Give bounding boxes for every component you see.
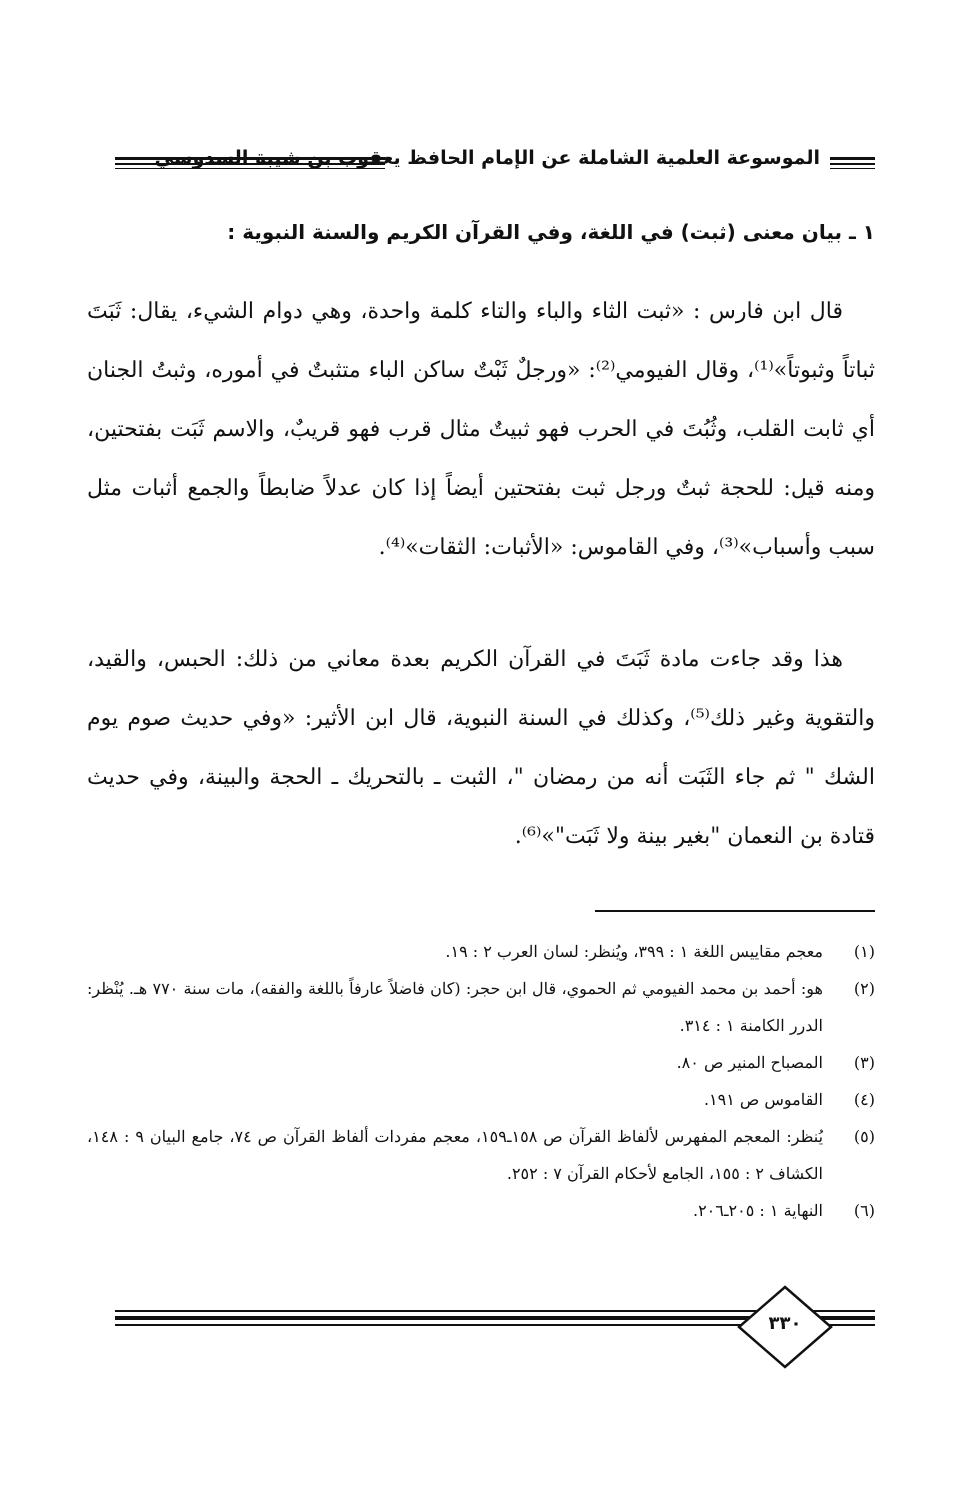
- footnote-number: (٢): [853, 979, 875, 998]
- footnote-text: هو: أحمد بن محمد الفيومي ثم الحموي، قال ابن حجر: (كان فاضلاً عارفاً باللغة والفقه)، مات سنة ٧٧٠ هـ. يُنْظر: الدرر الكامنة ١ : ٣١٤.: [87, 979, 823, 1035]
- footnote-separator: [595, 910, 875, 912]
- running-header-title: الموسوعة العلمية الشاملة عن الإمام الحافظ يعقوب بن شيبة السدوسي: [154, 147, 820, 169]
- footnote: [87, 1192, 875, 1229]
- page-number-badge: [735, 1285, 835, 1369]
- footnote-number: (٣): [853, 1053, 875, 1072]
- footnote: [87, 1081, 875, 1118]
- footnote: [87, 1118, 875, 1192]
- footnote-number: (١): [853, 942, 875, 961]
- header-right-rule: [830, 157, 875, 169]
- footnote-text: القاموس ص ١٩١.: [703, 1090, 823, 1109]
- footnote-text: المصباح المنير ص ٨٠.: [676, 1053, 823, 1072]
- footnote: [87, 1044, 875, 1081]
- section-heading: ١ ـ بيان معنى (ثبت) في اللغة، وفي القرآن الكريم والسنة النبوية :: [227, 220, 875, 244]
- footnote-text: معجم مقاييس اللغة ١ : ٣٩٩، ويُنظر: لسان العرب ٢ : ١٩.: [445, 942, 823, 961]
- footnote-number: (٤): [853, 1090, 875, 1109]
- page-number: ٣٣٠: [768, 1313, 802, 1334]
- running-header: [115, 145, 875, 179]
- footnote-number: (٥): [853, 1127, 875, 1146]
- footnote-text: النهاية ١ : ٢٠٥ـ٢٠٦.: [692, 1201, 823, 1220]
- body-paragraph-1: [87, 282, 875, 577]
- footnotes: [87, 933, 875, 1229]
- footnote-text: يُنظر: المعجم المفهرس لألفاظ القرآن ص ١٥٨ـ١٥٩، معجم مفردات ألفاظ القرآن ص ٧٤، جامع البيان ٩ : ١٤٨، الكشاف ٢ : ١٥٥، الجامع لأحكام القرآن ٧ : ٢٥٢.: [87, 1127, 824, 1183]
- body-paragraph-2: [87, 630, 875, 866]
- footnote: [87, 970, 875, 1044]
- footnote-number: (٦): [853, 1201, 875, 1220]
- paragraph-text: هذا وقد جاءت مادة ثَبَتَ في القرآن الكريم بعدة معاني من ذلك: الحبس، والقيد، والتقوية وغير ذلك⁽⁵⁾، وكذلك في السنة النبوية، قال ابن الأثير: «وفي حديث صوم يوم الشك " ثم جاء الثَبَت أنه من رمضان "، الثبت ـ بالتحريك ـ الحجة والبينة، وفي حديث قتادة بن النعمان "بغير بينة ولا ثَبَت"»⁽⁶⁾.: [87, 647, 875, 849]
- paragraph-text: قال ابن فارس : «ثبت الثاء والباء والتاء كلمة واحدة، وهي دوام الشيء، يقال: ثَبَتَ ثباتاً وثبوتاً»⁽¹⁾، وقال الفيومي⁽²⁾: «ورجلٌ ثَبْتٌ ساكن الباء متثبتٌ في أموره، وثبتُ الجنان أي ثابت القلب، وثُبُتَ في الحرب فهو ثبيتٌ مثال قرب فهو قريبٌ، والاسم ثَبَت بفتحتين، ومنه قيل: للحجة ثبتٌ ورجل ثبت بفتحتين أيضاً إذا كان عدلاً ضابطاً والجمع أثبات مثل سبب وأسباب»⁽³⁾، وفي القاموس: «الأثبات: الثقات»⁽⁴⁾.: [87, 299, 875, 560]
- footnote: [87, 933, 875, 970]
